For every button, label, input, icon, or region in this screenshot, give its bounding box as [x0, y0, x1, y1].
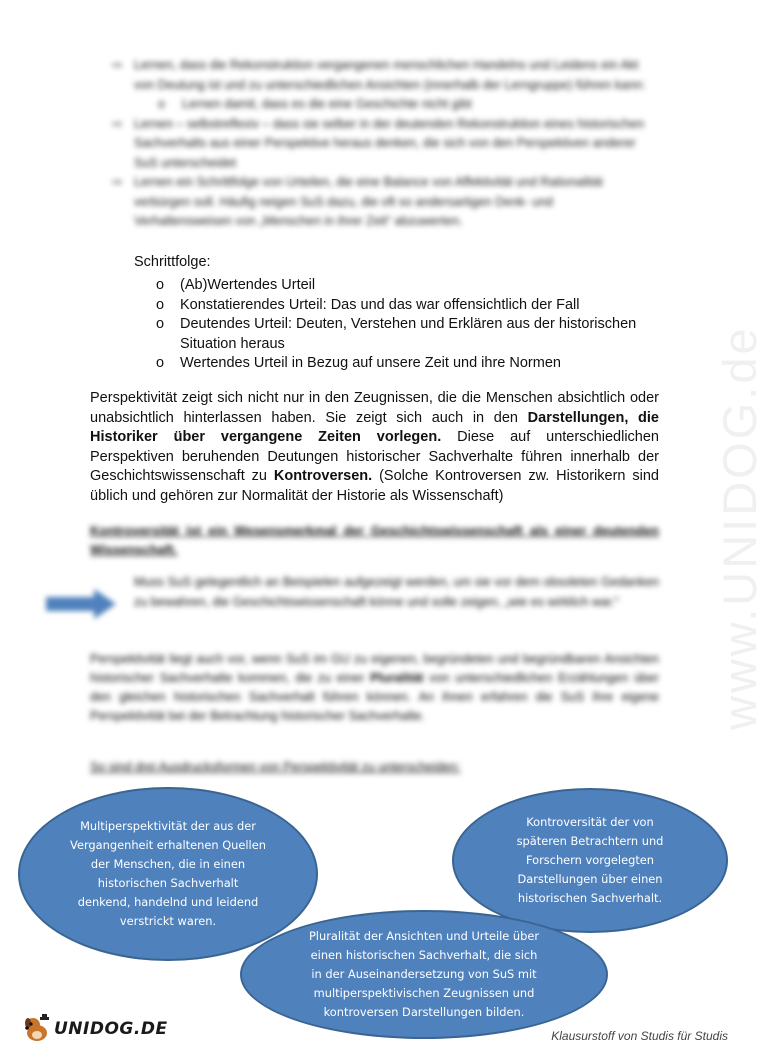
right-arrow-icon [44, 587, 118, 621]
footer-tagline: Klausurstoff von Studis für Studis [551, 1029, 728, 1043]
blurred-intro-list [112, 56, 652, 232]
kontroversitaet-heading: Kontroversität ist ein Wesensmerkmal der Geschichtswissenschaft als einer deutenden Wissenschaft. [90, 523, 659, 557]
ausdrucksformen-heading: So sind drei Ausdrucksformen von Perspektivität zu unterscheiden: [90, 760, 461, 774]
pluralitaet-paragraph: Perspektivität liegt auch vor, wenn SuS im GU zu eigenen, begründeten und begründbaren Ansichten historischer Sachverhalte kommen, die zu einer Pluralität von unterschiedlichen Erzählungen über den gleichen historischen Sachverhalt führen können. An ihnen erfahren die SuS ihre eigene Perspektivität bei der Betrachtung historischer Sachverhalte. [90, 652, 659, 723]
arrow-bullet-icon: ⇨ [112, 116, 123, 131]
ellipse-pluralitaet: Pluralität der Ansichten und Urteile über einen historischen Sachverhalt, die sich in der Auseinandersetzung von SuS mit multiperspektivischen Zeugnissen und kontroversen Darstellungen bilden. [240, 910, 608, 1039]
list-subitem: o Lernen damit, dass es die eine Geschichte nicht gibt [112, 95, 652, 115]
step-item: o (Ab)Wertendes Urteil [156, 276, 676, 296]
arrow-bullet-icon: ⇨ [112, 58, 123, 72]
ellipse-multiperspektivitaet: Multiperspektivität der aus der Vergangenheit erhaltenen Quellen der Menschen, die in einen historischen Sachverhalt denkend, handelnd und leidend verstrickt waren. [18, 787, 318, 961]
step-item: o Wertendes Urteil in Bezug auf unsere Zeit und ihre Normen [156, 354, 676, 374]
step-item: o Deutendes Urteil: Deuten, Verstehen und Erklären aus der historischen Situation heraus [156, 316, 637, 352]
circle-bullet-icon: o [156, 316, 165, 332]
perspektivitaet-paragraph: Perspektivität zeigt sich nicht nur in den Zeugnissen, die die Menschen absichtlich oder unabsichtlich hinterlassen haben. Sie zeigt sich auch in den Darstellungen, die Historiker über vergangene Zeiten vorlegen. Diese auf unterschiedlichen Perspektiven beruhenden Deutungen historischer Sachverhalte führen innerhalb der Geschichtswissenschaft zu Kontroversen. (Solche Kontroversen zw. Historikern sind üblich und gehören zur Normalität der Historie als Wissenschaft) [90, 390, 659, 504]
dog-icon [22, 1014, 52, 1044]
steps-list [156, 276, 676, 374]
list-item: ⇨ Lernen ein Schrittfolge von Urteilen, die eine Balance von Affektivität und Rationalität verbürgen soll. Häufig neigen SuS dazu, die oft so andersartigen Denk- und Verhaltensweisen von „Menschen in ihrer Zeit“ abzuwerten. [112, 175, 603, 228]
list-item: ⇨ Lernen – selbstreflexiv – dass sie selber in der deutenden Rekonstruktion eines historischen Sachverhalts aus einer Perspektive heraus denken, die sich von den Perspektiven anderer SuS unterscheidet [112, 116, 645, 170]
schrittfolge-label: Schrittfolge: [134, 254, 211, 270]
circle-bullet-icon: o [158, 97, 165, 111]
list-item: ⇨ Lernen, dass die Rekonstruktion vergangenen menschlichen Handelns und Leidens ein Akt von Deutung ist und zu unterschiedlichen Ansichten (innerhalb der Lerngruppe) führen kann: [112, 58, 646, 92]
arrow-bullet-icon: ⇨ [112, 175, 123, 189]
circle-bullet-icon: o [156, 277, 165, 293]
watermark: www.UNIDOG.de [713, 325, 766, 730]
ellipse-kontroversitaet: Kontroversität der von späteren Betrachtern und Forschern vorgelegten Darstellungen über einen historischen Sachverhalt. [452, 788, 728, 933]
quote-block: Muss SuS gelegentlich an Beispielen aufgezeigt werden, um sie vor dem obsoleten Gedanken zu bewahren, die Geschichtswissenschaft könne und solle zeigen, „wie es wirklich war.“ [134, 575, 659, 609]
circle-bullet-icon: o [156, 296, 165, 313]
circle-bullet-icon: o [156, 355, 165, 371]
unidog-logo: UNIDOG.DE [22, 1014, 168, 1044]
step-item: o Konstatierendes Urteil: Das und das war offensichtlich der Fall [156, 296, 676, 316]
